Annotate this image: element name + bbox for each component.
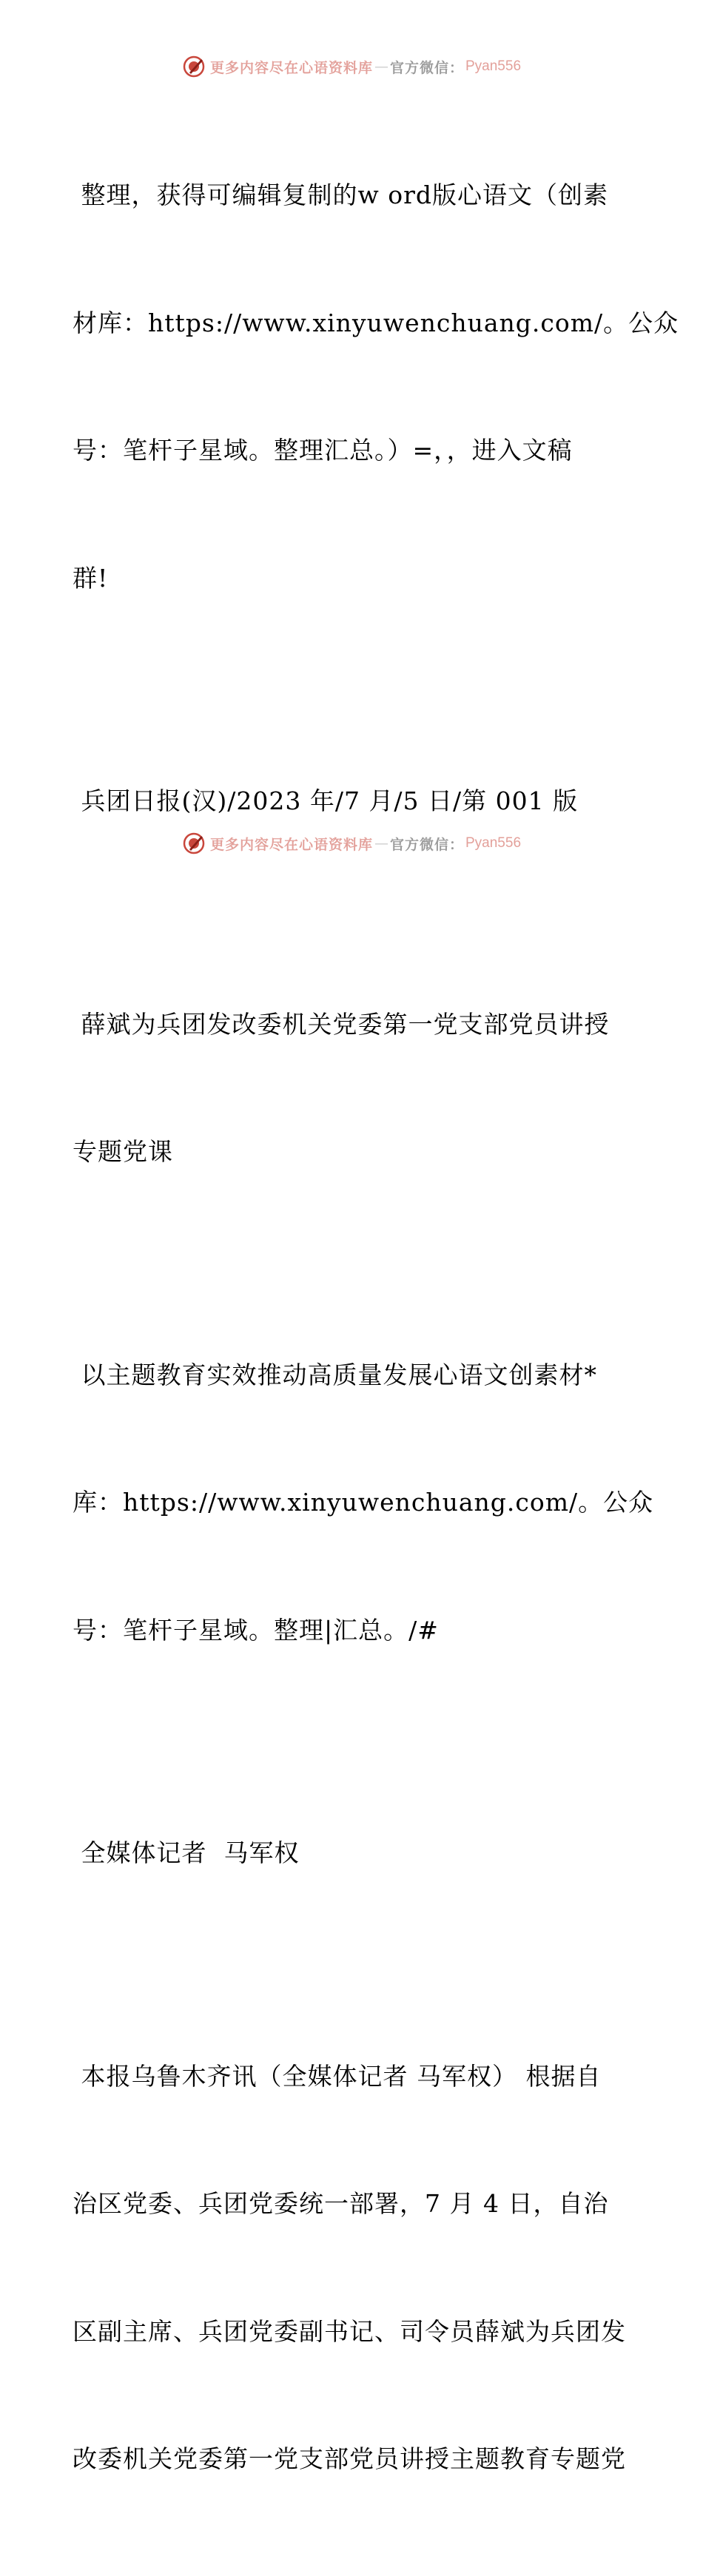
paragraph-notice	[73, 89, 679, 684]
banner-wechat-id: Pyan556	[465, 835, 522, 851]
paragraph-source	[73, 695, 635, 908]
text-line: 区副主席、兵团党委副书记、司令员薛斌为兵团发	[73, 2316, 626, 2346]
text-line: 薛斌为兵团发改委机关党委第一党支部党员讲授	[73, 1009, 610, 1039]
footer-banner	[0, 829, 703, 858]
banner-wechat-label: 官方微信：	[389, 836, 464, 853]
banner-main-text: 更多内容尽在心语资料库	[209, 836, 373, 853]
text-line: 号：笔杆子星域。整理汇总。）=，，进入文稿	[73, 436, 573, 465]
text-line: 改委机关党委第一党支部党员讲授主题教育专题党	[73, 2444, 626, 2473]
text-line: 治区党委、兵团党委统一部署，7 月 4 日，自治	[73, 2189, 609, 2218]
paragraph-headline	[73, 918, 635, 1258]
banner-main-text: 更多内容尽在心语资料库	[209, 59, 373, 76]
text-line: 本报乌鲁木齐讯（全媒体记者 马军权） 根据自	[73, 2061, 602, 2091]
text-line: 整理，获得可编辑复制的w ord版心语文（创素	[73, 181, 608, 209]
banner-separator: —	[374, 58, 388, 75]
banner-separator: —	[374, 835, 388, 852]
text-line: 库：https://www.xinyuwenchuang.com/。公众	[73, 1488, 654, 1517]
paragraph-article	[73, 1970, 635, 2566]
text-line: 专题党课	[73, 1137, 173, 1166]
header-banner	[0, 52, 703, 81]
pen-circle-logo-icon	[182, 832, 206, 855]
paragraph-subheadline	[73, 1269, 654, 1737]
pen-circle-logo-icon	[182, 55, 206, 78]
text-line: 材库：https://www.xinyuwenchuang.com/。公众	[73, 308, 679, 337]
text-line: 以主题教育实效推动高质量发展心语文创素材*	[73, 1360, 597, 1389]
text-line: 兵团日报(汉)/2023 年/7 月/5 日/第 001 版	[73, 786, 579, 815]
document-body	[73, 89, 679, 2576]
paragraph-byline	[73, 1747, 635, 1960]
banner-wechat-id: Pyan556	[465, 58, 522, 74]
banner-wechat-label: 官方微信：	[389, 59, 464, 76]
text-line: 全媒体记者 马军权	[73, 1838, 300, 1867]
text-line: 群!	[73, 563, 109, 593]
text-line: 号：笔杆子星域。整理|汇总。/#	[73, 1615, 439, 1645]
